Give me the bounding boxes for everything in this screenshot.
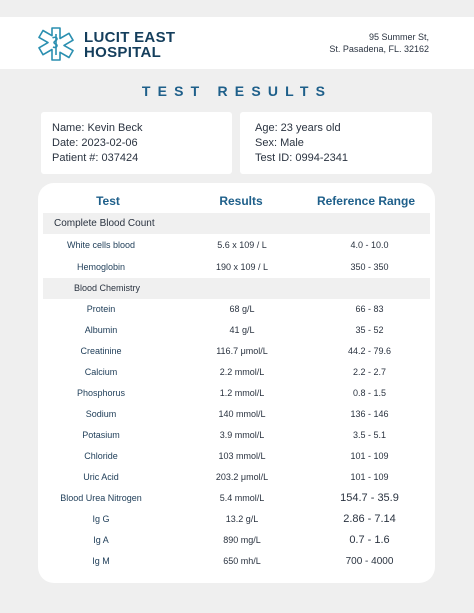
- test-name: Ig A: [93, 535, 109, 545]
- section-label: Complete Blood Count: [54, 218, 155, 229]
- test-result: 68 g/L: [229, 304, 255, 314]
- patient-number: Patient #: 037424: [52, 152, 139, 164]
- test-name: Hemoglobin: [76, 262, 126, 272]
- test-name: Chloride: [84, 451, 118, 461]
- reference-range: 4.0 - 10.0: [350, 240, 389, 250]
- section-label: Blood Chemistry: [74, 283, 141, 293]
- test-result: 140 mmol/L: [218, 409, 266, 419]
- address-line2: St. Pasadena, FL. 32162: [329, 44, 429, 54]
- reference-range: 700 - 4000: [345, 556, 394, 567]
- reference-range: 350 - 350: [350, 262, 389, 272]
- table-row: [43, 467, 430, 488]
- hospital-name-line2: HOSPITAL: [84, 44, 162, 61]
- patient-age: Age: 23 years old: [255, 122, 341, 134]
- test-name: Creatinine: [80, 346, 122, 356]
- test-result: 1.2 mmol/L: [219, 388, 265, 398]
- address-line1: 95 Summer St,: [368, 32, 429, 42]
- test-name: Protein: [86, 304, 116, 314]
- hospital-header: [0, 17, 474, 69]
- results-table: [38, 183, 435, 583]
- test-result: 103 mmol/L: [218, 451, 266, 461]
- table-row: [43, 425, 430, 446]
- test-name: Calcium: [84, 367, 118, 377]
- test-name: Ig G: [92, 514, 110, 524]
- table-row: [43, 446, 430, 467]
- table-row: [43, 341, 430, 362]
- patient-name: Name: Kevin Beck: [52, 122, 143, 134]
- table-row: [43, 530, 430, 551]
- reference-range: 0.8 - 1.5: [352, 388, 387, 398]
- column-header-test: Test: [96, 194, 120, 208]
- test-name: Blood Urea Nitrogen: [60, 493, 142, 503]
- star-of-life-icon: [38, 26, 74, 62]
- reference-range: 35 - 52: [355, 325, 384, 335]
- patient-info-card: [41, 112, 232, 174]
- table-row: [43, 235, 430, 256]
- test-result: 13.2 g/L: [225, 514, 259, 524]
- test-name: White cells blood: [66, 240, 136, 250]
- test-result: 41 g/L: [229, 325, 255, 335]
- table-row: [43, 488, 430, 509]
- table-row: [43, 551, 430, 572]
- patient-sex: Sex: Male: [255, 137, 304, 149]
- table-row: [43, 383, 430, 404]
- test-name: Potasium: [82, 430, 120, 440]
- reference-range: 101 - 109: [350, 472, 389, 482]
- reference-range: 3.5 - 5.1: [352, 430, 387, 440]
- patient-details-card: [240, 112, 432, 174]
- page-title: TEST RESULTS: [141, 83, 333, 99]
- reference-range: 2.2 - 2.7: [352, 367, 387, 377]
- test-name: Ig M: [92, 556, 110, 566]
- test-name: Albumin: [84, 325, 118, 335]
- reference-range: 136 - 146: [350, 409, 389, 419]
- test-result: 2.2 mmol/L: [219, 367, 265, 377]
- table-row: [43, 320, 430, 341]
- test-name: Uric Acid: [83, 472, 119, 482]
- test-result: 190 x 109 / L: [215, 262, 269, 272]
- column-header-reference: Reference Range: [316, 194, 416, 208]
- table-row: [43, 404, 430, 425]
- reference-range: 44.2 - 79.6: [347, 346, 392, 356]
- table-row: [43, 257, 430, 278]
- reference-range: 0.7 - 1.6: [349, 534, 390, 546]
- hospital-name-line1: LUCIT EAST: [84, 29, 176, 46]
- table-row: [43, 362, 430, 383]
- test-result: 650 mh/L: [223, 556, 261, 566]
- test-name: Sodium: [85, 409, 117, 419]
- table-row: [43, 299, 430, 320]
- test-result: 3.9 mmol/L: [219, 430, 265, 440]
- hospital-name: [84, 30, 175, 60]
- reference-range: 66 - 83: [355, 304, 384, 314]
- table-row: [43, 509, 430, 530]
- test-result: 203.2 μmol/L: [215, 472, 269, 482]
- column-header-results: Results: [219, 194, 263, 208]
- reference-range: 154.7 - 35.9: [340, 492, 399, 504]
- reference-range: 2.86 - 7.14: [343, 513, 396, 525]
- test-result: 116.7 μmol/L: [216, 346, 268, 356]
- section-header-row: [43, 213, 430, 234]
- section-header-row: [43, 278, 430, 299]
- test-result: 5.6 x 109 / L: [217, 240, 267, 250]
- hospital-address: [329, 31, 429, 55]
- test-result: 890 mg/L: [223, 535, 261, 545]
- test-result: 5.4 mmol/L: [219, 493, 265, 503]
- test-id: Test ID: 0994-2341: [255, 152, 348, 164]
- test-name: Phosphorus: [76, 388, 126, 398]
- patient-date: Date: 2023-02-06: [52, 137, 138, 149]
- reference-range: 101 - 109: [350, 451, 389, 461]
